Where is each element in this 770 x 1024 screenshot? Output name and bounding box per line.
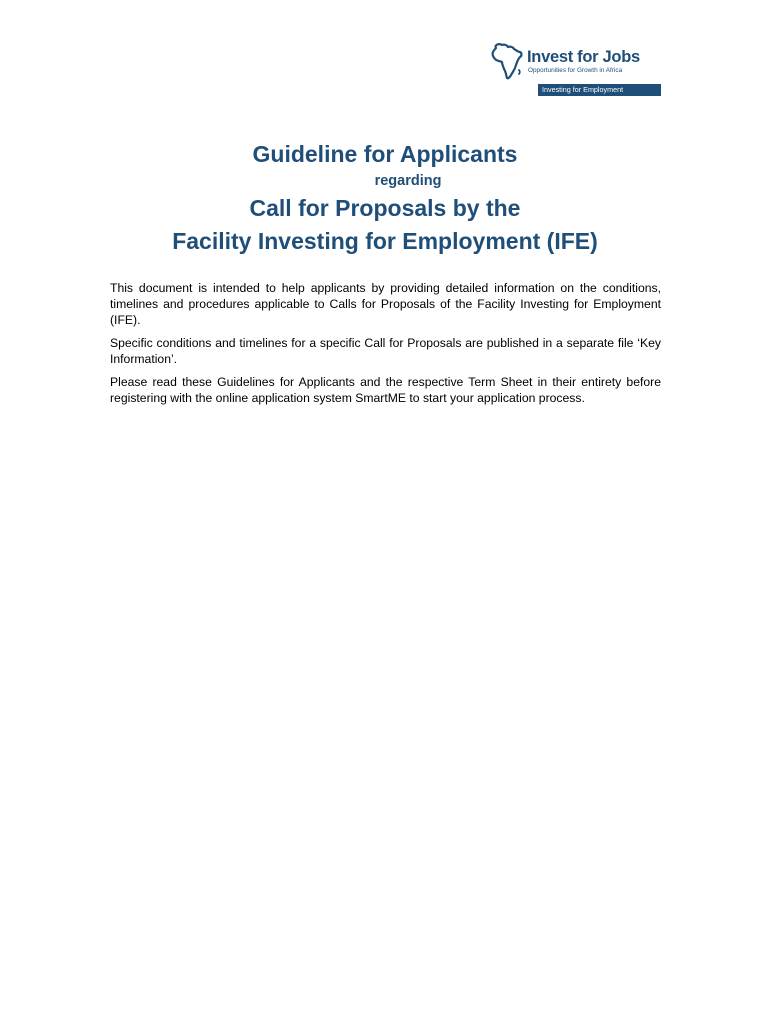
logo-band-text: Investing for Employment [542,85,624,94]
logo-band [538,84,661,96]
invest-for-jobs-logo [490,42,662,98]
document-subtitle-line-1: Call for Proposals by the [249,195,521,221]
africa-map-icon [490,42,524,80]
intro-text [110,280,661,413]
intro-paragraph-2: Specific conditions and timelines for a specific Call for Proposals are published in a separate file ‘Key Information’. [110,336,661,366]
logo-subtitle: Opportunities for Growth in Africa [528,67,623,74]
document-title: Guideline for Applicants [252,141,518,167]
document-subtitle-line-2: Facility Investing for Employment (IFE) [172,228,598,254]
intro-paragraph-1: This document is intended to help applicants by providing detailed information on the conditions, timelines and procedures applicable to Calls for Proposals of the Facility Investing for Employment (IFE). [110,281,661,327]
title-regarding: regarding [374,173,442,189]
logo-title: Invest for Jobs [527,48,640,66]
intro-paragraph-3: Please read these Guidelines for Applicants and the respective Term Sheet in their entirety before registering with the online application system SmartME to start your application process. [110,375,661,405]
